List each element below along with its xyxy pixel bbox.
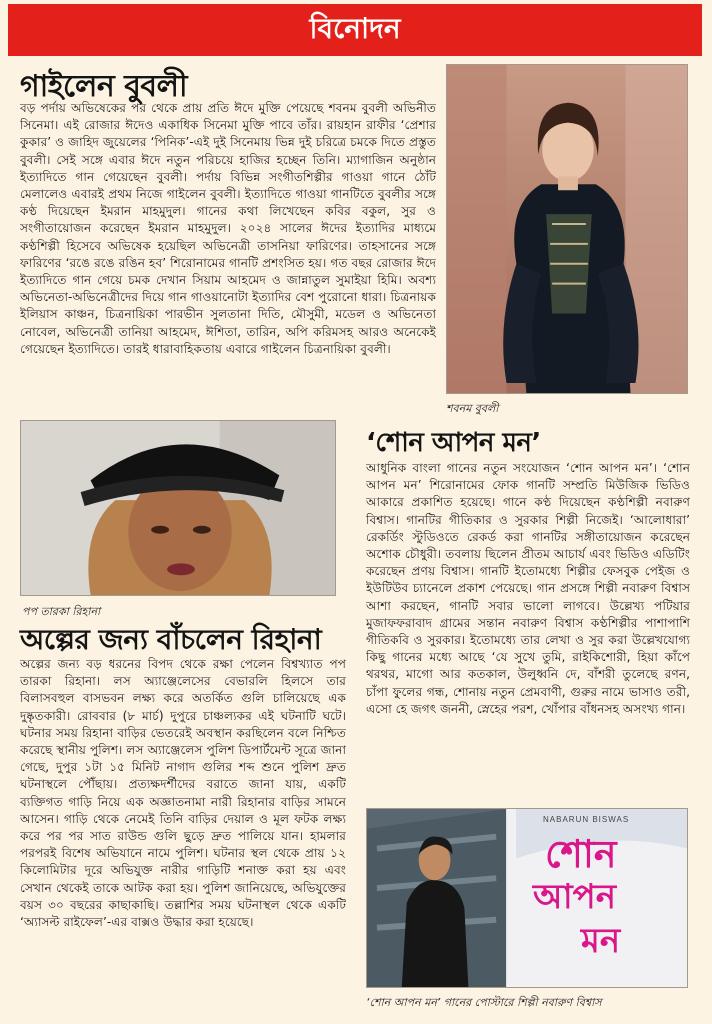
headline-bubly: গাইলেন বুবলী (20, 69, 188, 104)
article-bubly-body: বড় পর্দায় অভিষেকের পর থেকে প্রায় প্রতি ঈদে মুক্তি পেয়েছে শবনম বুবলী অভিনীত সিনেমা। এই রোজার ঈদেও একাধিক সিনেমা মুক্তি পাবে তাঁর। রায়হান রাফীর ‘প্রেশার কুকার’ ও জাহিদ জুয়েলের ‘পিনিক’-এই দুই সিনেমায় ভিন্ন দুই চরিত্রে চমকে দিতে প্রস্তুত বুবলী। সেই সঙ্গে এবার ঈদে নতুন পরিচয়ে হাজির হচ্ছেন তিনি। ম্যাগাজিন অনুষ্ঠান ইত্যাদিতে গান গেয়েছেন বুবলী। পর্দায় বিভিন্ন সংগীতশিল্পীর গাওয়া গানে ঠোঁট মেলালেও এবারই প্রথম নিজে গাইলেন বুবলী। ইত্যাদিতে গাওয়া গানটিতে বুবলীর সঙ্গে কণ্ঠ দিয়েছেন ইমরান মাহমুদুল। গানের কথা লিখেছেন কবির বকুল, সুর ও সংগীতায়োজন করেছেন ইমরান মাহমুদুল। ২০২৪ সালের ঈদের ইত্যাদির মাধ্যমে কণ্ঠশিল্পী হিসেবে অভিষেক হয়েছিল অভিনেত্রী তাসনিয়া ফারিণের। তাহসানের সঙ্গে ফারিণের ‘রঙে রঙে রঙিন হব’ শিরোনামের গানটি প্রশংসিত হয়। গত বছর রোজার ঈদে ইত্যাদিতে গান গেয়ে চমক দেখান সিয়াম আহমেদ ও জান্নাতুল সুমাইয়া হিমি। অবশ্য অভিনেতা-অভিনেত্রীদের দিয়ে গান গাওয়ানোটা ইত্যাদির বেশ পুরোনো ধারা। চিত্রনায়ক ইলিয়াস কাঞ্চন, চিত্রনায়িকা পারভীন সুলতানা দিতি, মৌসুমী, মডেল ও অভিনেতা নোবেল, অভিনেত্রী তানিয়া আহমেদ, ঈশিতা, তারিন, অপি করিমসহ আরও অনেকেই গেয়েছেন ইত্যাদিতে। তারই ধারাবাহিকতায় এবারে গাইলেন চিত্রনায়িকা বুবলী। (20, 101, 436, 356)
caption-song-poster: ‘শোন আপন মন’ গানের পোস্টারে শিল্পী নবারুণ বিশ্বাস (366, 996, 602, 1009)
headline-rihanna: অল্পের জন্য বাঁচলেন রিহানা (20, 623, 322, 656)
photo-rihanna (20, 420, 336, 596)
caption-bubly: শবনম বুবলী (446, 402, 499, 415)
section-banner (8, 4, 702, 56)
poster-title-line3: মন (581, 921, 621, 961)
headline-song: ‘শোন আপন মন’ (366, 428, 541, 458)
poster-title-line2: আপন (533, 877, 617, 917)
photo-bubly (446, 64, 688, 394)
article-song-body: আধুনিক বাংলা গানের নতুন সংযোজন ‘শোন আপন মন’। ‘শোন আপন মন’ শিরোনামের ফোক গানটি সম্প্রতি মিউজিক ভিডিও আকারে প্রকাশিত হয়েছে। গানে কণ্ঠ দিয়েছেন কণ্ঠশিল্পী নবারুণ বিশ্বাস। গানটির গীতিকার ও সুরকার শিল্পী নিজেই। ‘আলোধারা’ রেকর্ডিং স্টুডিওতে রেকর্ড করা গানটির সঙ্গীতায়োজন করেছেন অশোক চৌধুরী। তবলায় ছিলেন প্রীতম আচার্য এবং ভিডিও এডিটিং করেছেন প্রণয় বিশ্বাস। গানটি ইতোমধ্যে শিল্পীর ফেসবুক পেইজ ও ইউটিউব চ্যানেলে প্রকাশ পেয়েছে। গান প্রসঙ্গে শিল্পী নবারুণ বিশ্বাস আশা করছেন, গানটি সবার ভালো লাগবে। উল্লেখ্য পটিয়ার মুজাফফরাবাদ গ্রামের সন্তান নবারুণ বিশ্বাস কণ্ঠশিল্পীর পাশাপাশি গীতিকবি ও সুরকার। ইতোমধ্যে তার লেখা ও সুর করা উল্লেখযোগ্য কিছু গানের মধ্যে আছে ‘যে সুখে তুমি, রাইকিশোরী, হিয়া কাঁপে থরথর, মাগো আর কতকাল, উলুধ্বনি দে, বাঁশরী তুলেছে রণন, চাঁপা ফুলের গন্ধ, শোনায় নতুন প্রেমবাণী, গুরুর নামে ভাসাও তরী, এসো হে জগৎ জননী, স্নেহের পরশ, খোঁপার বাঁধনসহ অসংখ্য গান। (366, 461, 690, 716)
caption-rihanna: পপ তারকা রিহানা (22, 605, 101, 618)
poster-artist-name: NABARUN BISWAS (543, 815, 630, 824)
article-rihanna-body: অল্পের জন্য বড় ধরনের বিপদ থেকে রক্ষা পেলেন বিশ্বখ্যাত পপ তারকা রিহানা। লস অ্যাঞ্জেলেসের বেভারলি হিলসে তার বিলাসবহুল বাসভবন লক্ষ্য করে অতর্কিত গুলি চালিয়েছে এক দুষ্কৃতকারী। রোববার (৮ মার্চ) দুপুরে চাঞ্চল্যকর এই ঘটনাটি ঘটে। ঘটনার সময় রিহানা বাড়ির ভেতরেই অবস্থান করছিলেন বলে নিশ্চিত করেছে স্থানীয় পুলিশ। লস অ্যাঞ্জেলেস পুলিশ ডিপার্টমেন্ট সূত্রে জানা গেছে, দুপুর ১টা ১৫ মিনিট নাগাদ গুলির শব্দ শুনে পুলিশ দ্রুত ঘটনাস্থলে পৌঁছায়। প্রত্যক্ষদর্শীদের বরাতে জানা যায়, একটি ব্যক্তিগত গাড়ি নিয়ে এক অজ্ঞাতনামা নারী রিহানার বাড়ির সামনে আসেন। গাড়ি থেকে নেমেই তিনি বাড়ির দেয়াল ও মূল ফটক লক্ষ্য করে পর পর সাত রাউন্ড গুলি ছুড়ে দ্রুত পালিয়ে যান। হামলার পরপরই বিশেষ অভিযানে নামে পুলিশ। ঘটনার স্থল থেকে প্রায় ১২ কিলোমিটার দূরে অভিযুক্ত নারীর গাড়িটি শনাক্ত করা হয় এবং সেখান থেকেই তাকে আটক করা হয়। পুলিশ জানিয়েছে, অভিযুক্তের বয়স ৩০ বছরের কাছাকাছি। তল্লাশির সময় ঘটনাস্থল থেকে একটি ‘অ্যাসল্ট রাইফেল’-এর বাক্সও উদ্ধার করা হয়েছে। (20, 657, 346, 930)
poster-song (366, 808, 688, 988)
section-title: বিনোদন (309, 11, 401, 45)
poster-title-line1: শোন (545, 832, 617, 876)
